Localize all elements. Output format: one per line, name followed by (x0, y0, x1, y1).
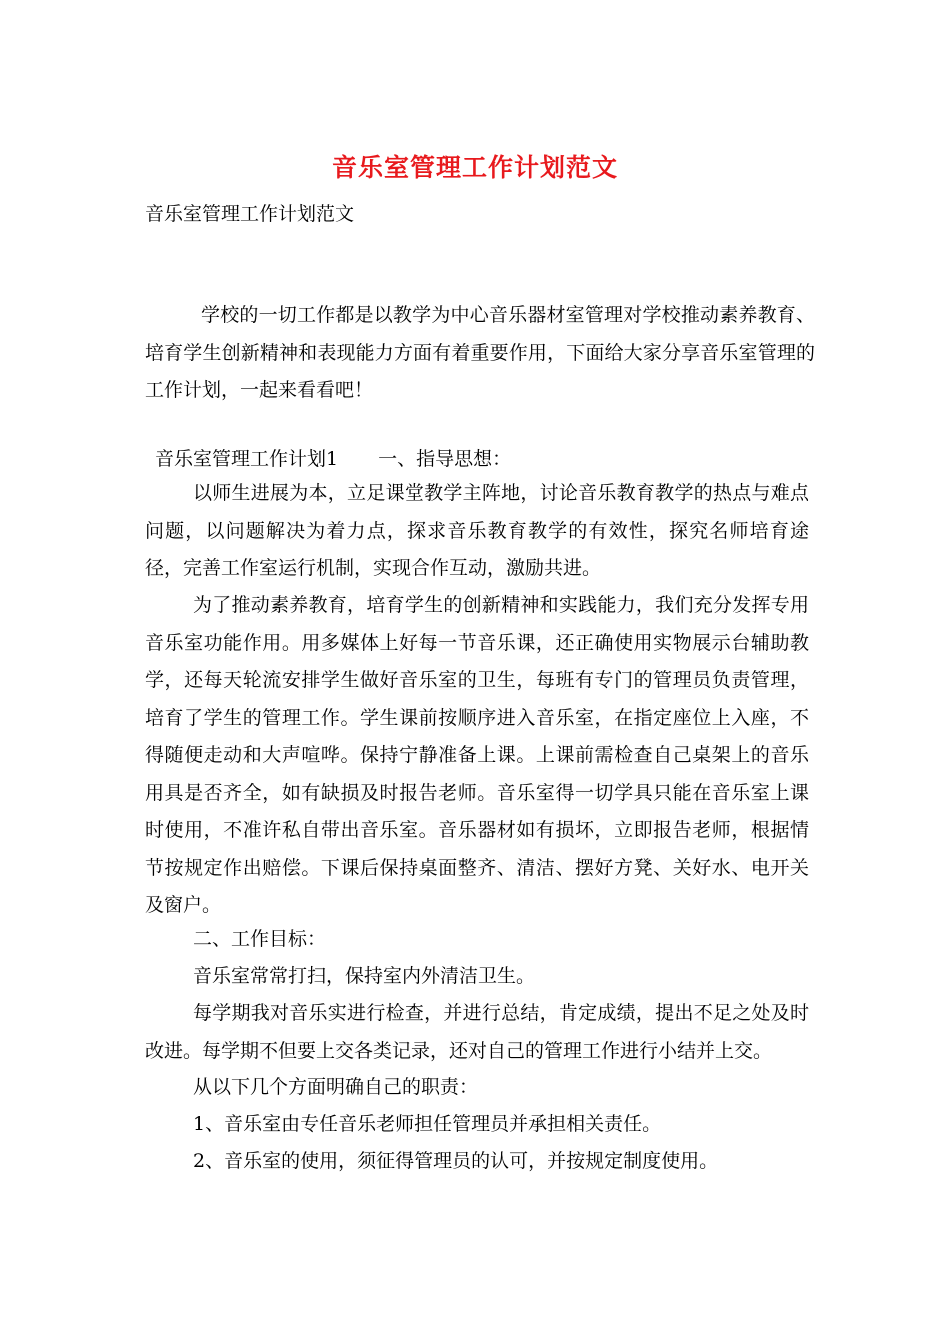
list-item-duty-1: 1、音乐室由专任音乐老师担任管理员并承担相关责任。 (193, 1113, 662, 1135)
heading-work-goals: 二、工作目标： (193, 928, 327, 950)
paragraph-duties-intro: 从以下几个方面明确自己的职责： (193, 1076, 479, 1098)
document-title: 音乐室管理工作计划范文 (331, 153, 618, 182)
paragraph-cleaning: 音乐室常常打扫，保持室内外清洁卫生。 (193, 965, 536, 987)
section-heading-row (155, 444, 511, 474)
list-item-duty-2: 2、音乐室的使用，须征得管理员的认可，并按规定制度使用。 (193, 1150, 719, 1172)
paragraph-music-room-use: 为了推动素养教育，培育学生的创新精神和实践能力，我们充分发挥专用音乐室功能作用。用多媒体上好每一节音乐课，还正确使用实物展示台辅助教学，还每天轮流安排学生做好音乐室的卫生，每班有专门的管理员负责管理，培育了学生的管理工作。学生课前按顺序进入音乐室，在指定座位上入座，不得随便走动和大声喧哗。保持宁静准备上课。上课前需检查自己桌架上的音乐用具是否齐全，如有缺损及时报告老师。音乐室得一切学具只能在音乐室上课时使用，不准许私自带出音乐室。音乐器材如有损坏，立即报告老师，根据情节按规定作出赔偿。下课后保持桌面整齐、清洁、摆好方凳、关好水、电开关及窗户。 (145, 594, 809, 916)
section-heading: 一、指导思想： (378, 448, 512, 470)
section-label: 音乐室管理工作计划1 (155, 448, 339, 470)
intro-paragraph: 学校的一切工作都是以教学为中心音乐器材室管理对学校推动素养教育、培育学生创新精神和表现能力方面有着重要作用，下面给大家分享音乐室管理的工作计划，一起来看看吧！ (145, 304, 815, 401)
paragraph-guiding-thought: 以师生进展为本，立足课堂教学主阵地，讨论音乐教育教学的热点与难点问题，以问题解决为着力点，探求音乐教育教学的有效性，探究名师培育途径，完善工作室运行机制，实现合作互动，激励共进。 (145, 482, 809, 579)
document-subtitle: 音乐室管理工作计划范文 (145, 203, 355, 225)
paragraph-inspection: 每学期我对音乐实进行检查，并进行总结，肯定成绩，提出不足之处及时改进。每学期不但要上交各类记录，还对自己的管理工作进行小结并上交。 (145, 1002, 809, 1062)
